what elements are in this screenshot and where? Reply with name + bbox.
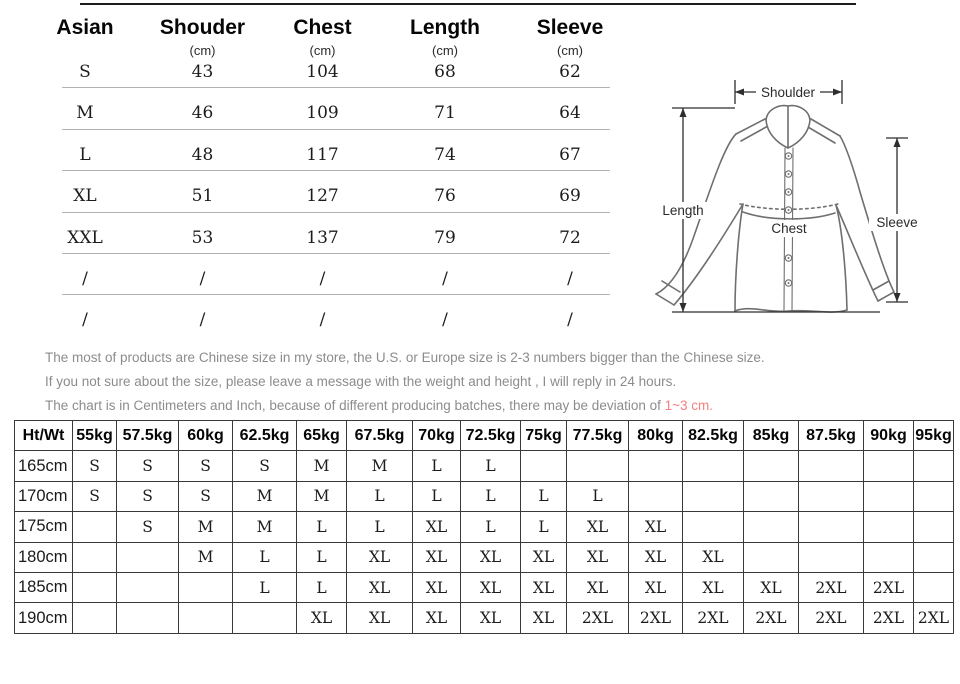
fit-table-cell: XL [744, 573, 799, 603]
fit-table-cell: S [179, 451, 233, 481]
weight-column-header: 57.5kg [117, 421, 179, 451]
fit-table-cell: L [297, 543, 347, 573]
size-table-header-row [30, 16, 630, 40]
size-table-cell: / [82, 268, 88, 289]
fit-table-cell [73, 573, 117, 603]
fit-table-cell: S [117, 482, 179, 512]
size-table-cell: / [442, 310, 448, 331]
fit-table-cell: XL [413, 543, 461, 573]
fit-table-cell [744, 543, 799, 573]
fit-table-cell [744, 451, 799, 481]
fit-table-cell: L [521, 512, 567, 542]
fit-table-cell: S [179, 482, 233, 512]
weight-column-header: 80kg [629, 421, 683, 451]
fit-table-cell: XL [567, 543, 629, 573]
size-table-cell: / [319, 310, 326, 331]
fit-table-cell: L [413, 482, 461, 512]
fit-table-cell [73, 543, 117, 573]
fit-table-cell [914, 512, 954, 542]
size-table-cell: 71 [434, 103, 456, 124]
size-table-cell: 48 [191, 144, 214, 165]
size-table-cell: / [199, 268, 206, 289]
fit-table-cell: XL [347, 543, 413, 573]
fit-table-cell: 2XL [744, 603, 799, 633]
fit-table-cell: L [461, 451, 521, 481]
size-table-cell: 69 [559, 186, 581, 207]
fit-table-cell [629, 451, 683, 481]
size-table-cell: / [442, 268, 448, 289]
asian-size-table [30, 0, 630, 345]
size-table-cell: 64 [559, 103, 581, 124]
size-column-header: Asian [56, 16, 114, 39]
fit-table-cell: XL [347, 573, 413, 603]
fit-table-cell [521, 451, 567, 481]
fit-table-cell [629, 482, 683, 512]
fit-table-cell [914, 543, 954, 573]
fit-table-cell: M [233, 482, 297, 512]
size-table-cell: XXL [67, 227, 103, 248]
fit-table-corner-header: Ht/Wt [15, 421, 73, 451]
size-column-header: Length [410, 16, 480, 39]
size-table-cell: 79 [434, 227, 456, 248]
height-row-header: 170cm [15, 482, 73, 512]
size-table-cell: 76 [434, 186, 456, 207]
note-line-3-text: The chart is in Centimeters and Inch, because of different producing batches, there may be deviation of [45, 398, 665, 413]
size-table-cell: / [319, 268, 326, 289]
weight-column-header: 85kg [744, 421, 799, 451]
fit-table-cell [117, 543, 179, 573]
fit-table-cell [179, 603, 233, 633]
size-table-cell: 53 [191, 227, 214, 248]
size-column-unit: (cm) [557, 43, 583, 58]
fit-table-cell [914, 482, 954, 512]
size-table-cell: 127 [306, 186, 339, 207]
size-table-cell: 72 [559, 227, 581, 248]
note-line-3 [45, 394, 765, 418]
fit-table-cell: XL [347, 603, 413, 633]
fit-table-cell [864, 543, 914, 573]
fit-table-cell [744, 512, 799, 542]
size-table-cell: 137 [306, 227, 339, 248]
fit-table-cell [117, 573, 179, 603]
size-table-row [30, 213, 630, 254]
fit-table-cell: S [117, 512, 179, 542]
fit-table-cell: L [567, 482, 629, 512]
fit-table-cell: XL [521, 543, 567, 573]
size-table-cell: 74 [434, 144, 456, 165]
fit-table-cell [683, 482, 744, 512]
fit-table-cell [179, 573, 233, 603]
fit-table-cell: M [297, 482, 347, 512]
fit-table-cell: S [73, 451, 117, 481]
size-table-cell: 67 [559, 144, 581, 165]
weight-column-header: 67.5kg [347, 421, 413, 451]
fit-table-cell: XL [521, 573, 567, 603]
size-table-cell: / [82, 310, 88, 331]
height-row-header: 185cm [15, 573, 73, 603]
size-column-header: Sleeve [536, 16, 604, 39]
weight-column-header: 65kg [297, 421, 347, 451]
weight-column-header: 72.5kg [461, 421, 521, 451]
fit-table-cell: 2XL [799, 573, 864, 603]
fit-table-cell: L [297, 573, 347, 603]
fit-table-cell: XL [413, 603, 461, 633]
fit-table-cell: S [233, 451, 297, 481]
weight-column-header: 60kg [179, 421, 233, 451]
shirt-measurement-diagram [628, 62, 960, 334]
fit-table-cell: XL [567, 573, 629, 603]
note-deviation-highlight: 1~3 cm. [664, 398, 714, 413]
fit-table-cell [73, 603, 117, 633]
fit-table-cell: L [521, 482, 567, 512]
fit-table-cell: M [347, 451, 413, 481]
size-table-cell: 51 [191, 186, 214, 207]
fit-table-cell: XL [461, 603, 521, 633]
fit-table-cell [864, 512, 914, 542]
size-table-cell: M [76, 103, 94, 124]
size-table-row [30, 254, 630, 295]
fit-table-cell: XL [413, 512, 461, 542]
size-column-header: Chest [293, 16, 352, 39]
size-table-row [30, 130, 630, 171]
fit-table [14, 420, 954, 634]
fit-table-cell: XL [629, 512, 683, 542]
weight-column-header: 82.5kg [683, 421, 744, 451]
weight-column-header: 90kg [864, 421, 914, 451]
size-table-body [30, 47, 630, 337]
fit-table-cell: L [413, 451, 461, 481]
fit-table-cell: XL [567, 512, 629, 542]
weight-column-header: 77.5kg [567, 421, 629, 451]
weight-column-header: 95kg [914, 421, 954, 451]
fit-table-cell [799, 543, 864, 573]
size-table-cell: / [567, 268, 573, 289]
size-table-cell: L [79, 144, 91, 165]
fit-table-cell: M [179, 512, 233, 542]
sleeve-label: Sleeve [876, 215, 918, 230]
fit-table-cell: L [461, 512, 521, 542]
fit-table-cell [744, 482, 799, 512]
size-table-cell: 117 [306, 144, 339, 165]
size-column-unit: (cm) [432, 43, 458, 58]
fit-table-cell [914, 573, 954, 603]
height-row-header: 165cm [15, 451, 73, 481]
fit-table-cell: L [233, 543, 297, 573]
fit-table-cell: S [73, 482, 117, 512]
fit-table-cell [683, 451, 744, 481]
shoulder-label: Shoulder [760, 85, 816, 100]
size-column-unit: (cm) [309, 43, 336, 58]
note-line-1: The most of products are Chinese size in my store, the U.S. or Europe size is 2-3 numbers bigger than the Chinese size. [45, 350, 765, 365]
fit-table-cell: XL [461, 543, 521, 573]
size-table-row [30, 171, 630, 212]
fit-table-cell: 2XL [683, 603, 744, 633]
size-column-unit: (cm) [189, 43, 216, 58]
fit-table-cell: 2XL [567, 603, 629, 633]
size-table-cell: 104 [306, 62, 339, 82]
size-column-header: Shouder [159, 16, 246, 39]
fit-table-cell [864, 451, 914, 481]
fit-table-cell [567, 451, 629, 481]
fit-table-cell: XL [629, 543, 683, 573]
fit-table-cell: L [233, 573, 297, 603]
fit-table-cell: 2XL [864, 573, 914, 603]
size-table-cell: 68 [434, 62, 456, 82]
weight-column-header: 70kg [413, 421, 461, 451]
size-table-cell: 62 [559, 62, 581, 82]
fit-table-cell: L [297, 512, 347, 542]
fit-table-cell [73, 512, 117, 542]
fit-table-cell [799, 512, 864, 542]
fit-table-cell: XL [521, 603, 567, 633]
size-table-cell: / [567, 310, 573, 331]
height-row-header: 180cm [15, 543, 73, 573]
note-line-2: If you not sure about the size, please leave a message with the weight and height , I will reply in 24 hours. [45, 374, 677, 389]
size-table-row [30, 47, 630, 88]
size-table-cell: / [199, 310, 206, 331]
fit-table-cell: L [461, 482, 521, 512]
fit-table-cell: 2XL [864, 603, 914, 633]
fit-table-cell: XL [413, 573, 461, 603]
fit-table-cell: L [347, 482, 413, 512]
fit-table-cell: XL [683, 573, 744, 603]
fit-table-cell [233, 603, 297, 633]
fit-table-cell: M [297, 451, 347, 481]
fit-table-cell [914, 451, 954, 481]
size-table-row [30, 88, 630, 129]
chest-label: Chest [771, 221, 807, 236]
size-table-row [30, 295, 630, 336]
fit-table-cell: XL [297, 603, 347, 633]
size-table-cell: 43 [191, 62, 214, 82]
weight-column-header: 62.5kg [233, 421, 297, 451]
height-row-header: 175cm [15, 512, 73, 542]
weight-column-header: 87.5kg [799, 421, 864, 451]
weight-column-header: 75kg [521, 421, 567, 451]
fit-table-cell: M [179, 543, 233, 573]
fit-table-cell: 2XL [629, 603, 683, 633]
size-table-cell: 109 [306, 103, 339, 124]
fit-table-cell [117, 603, 179, 633]
size-notes [45, 346, 765, 418]
size-table-cell: S [79, 62, 91, 82]
fit-table-cell: XL [683, 543, 744, 573]
fit-table-cell: 2XL [799, 603, 864, 633]
fit-table-cell: 2XL [914, 603, 954, 633]
weight-column-header: 55kg [73, 421, 117, 451]
fit-table-cell: M [233, 512, 297, 542]
height-row-header: 190cm [15, 603, 73, 633]
fit-table-cell [683, 512, 744, 542]
fit-table-cell: XL [629, 573, 683, 603]
fit-table-cell: L [347, 512, 413, 542]
fit-table-cell: S [117, 451, 179, 481]
size-table-cell: XL [73, 186, 97, 207]
fit-table-cell: XL [461, 573, 521, 603]
size-table-cell: 46 [191, 103, 214, 124]
fit-table-cell [799, 482, 864, 512]
fit-table-cell [864, 482, 914, 512]
length-label: Length [662, 203, 704, 218]
fit-table-cell [799, 451, 864, 481]
